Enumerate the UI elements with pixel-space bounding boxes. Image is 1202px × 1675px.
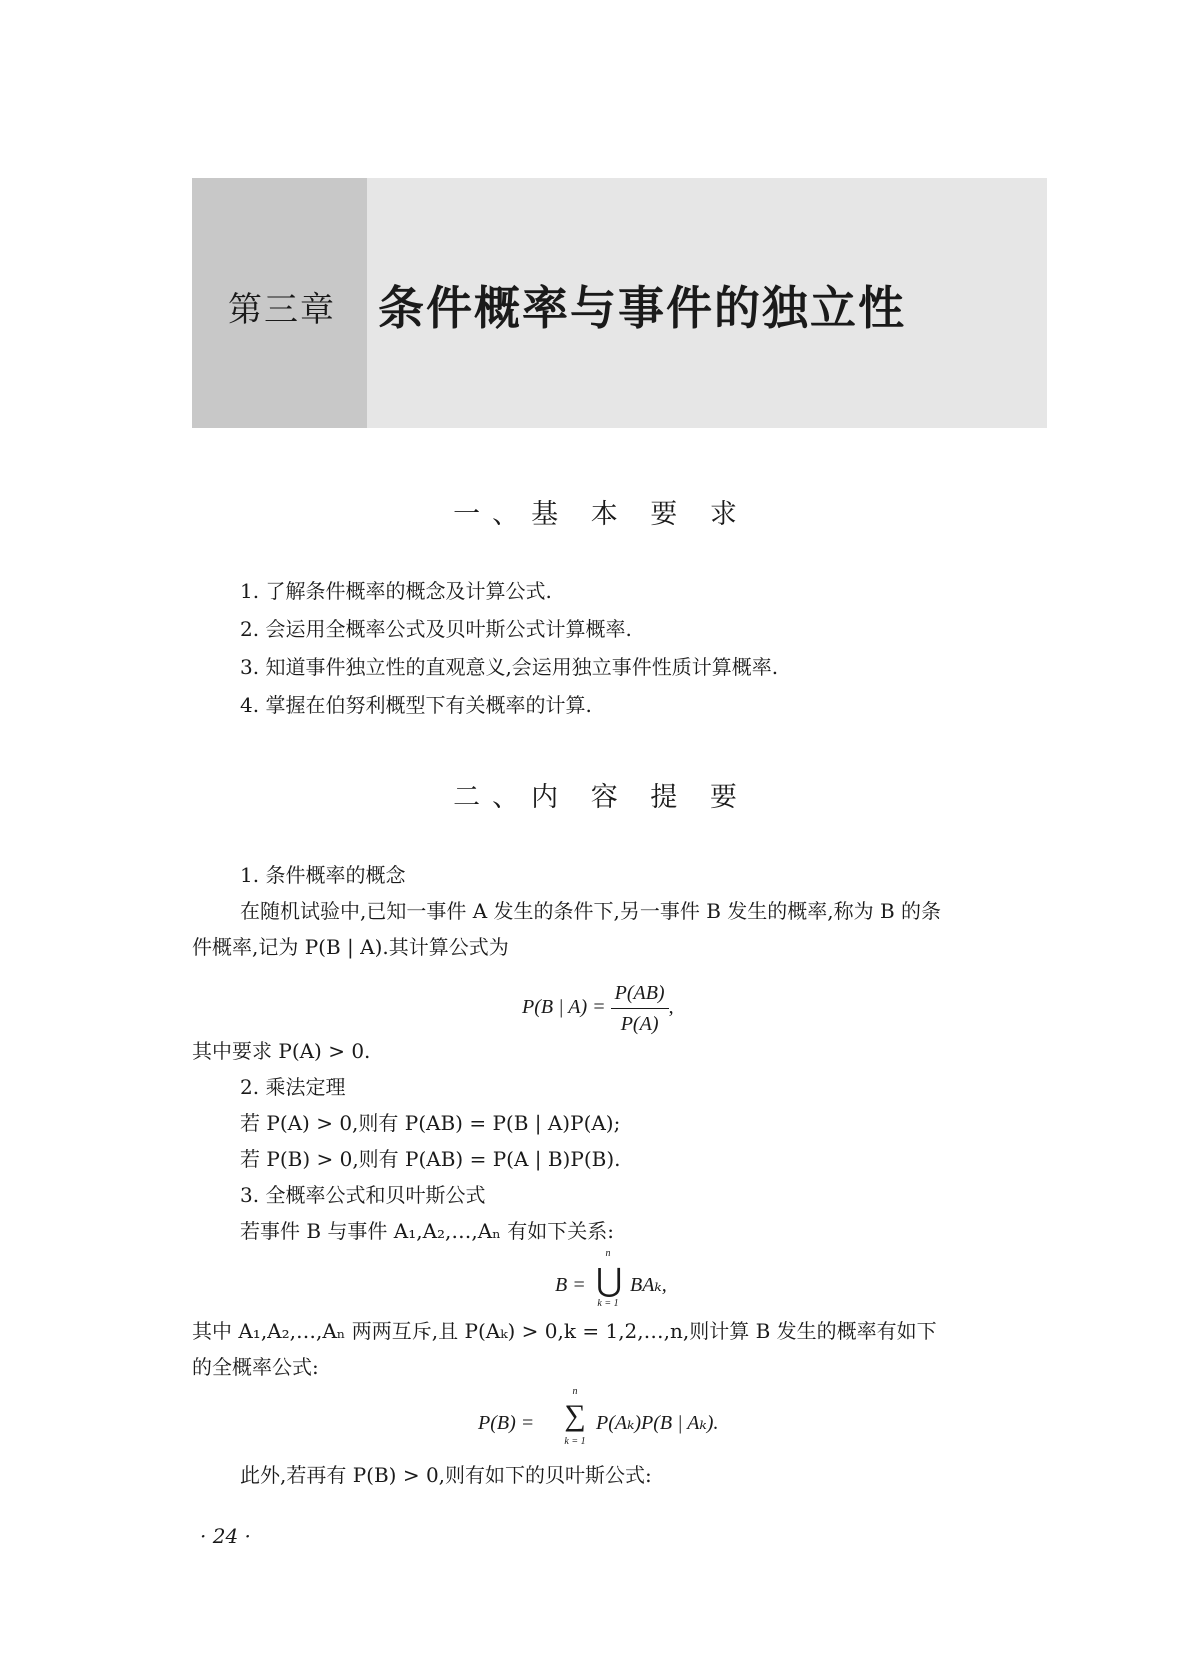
paragraph: 若 P(B) > 0,则有 P(AB) = P(A | B)P(B).	[240, 1147, 621, 1171]
section-heading-content-summary: 二、内 容 提 要	[453, 782, 749, 813]
formula-lhs: P(B) =	[478, 1412, 535, 1434]
subsection-title: 1. 条件概率的概念	[240, 863, 406, 887]
formula-numerator: P(AB)	[611, 980, 669, 1009]
paragraph: 若事件 B 与事件 A₁,A₂,…,Aₙ 有如下关系:	[240, 1219, 614, 1243]
paragraph: 件概率,记为 P(B | A).其计算公式为	[192, 935, 509, 959]
paragraph: 其中要求 P(A) > 0.	[192, 1039, 371, 1063]
sum-lower-limit: k = 1	[564, 1436, 586, 1447]
union-upper-limit: n	[605, 1248, 611, 1259]
chapter-title: 条件概率与事件的独立性	[378, 281, 906, 335]
requirement-item: 4. 掌握在伯努利概型下有关概率的计算.	[240, 693, 592, 717]
formula-conditional-probability	[522, 980, 674, 1037]
formula-denominator: P(A)	[620, 1013, 659, 1035]
chapter-number: 第三章	[228, 290, 336, 330]
sum-operator: ∑	[564, 1399, 586, 1432]
union-lower-limit: k = 1	[597, 1298, 619, 1309]
formula-rhs: BAₖ,	[630, 1274, 667, 1296]
formula-lhs: P(B | A) =	[522, 996, 606, 1019]
formula-tail: ,	[668, 996, 674, 1019]
paragraph: 在随机试验中,已知一事件 A 发生的条件下,另一事件 B 发生的概率,称为 B 的条	[240, 899, 942, 923]
formula-fraction	[611, 980, 669, 1037]
sum-upper-limit: n	[572, 1386, 578, 1397]
formula-rhs: P(Aₖ)P(B | Aₖ).	[596, 1412, 719, 1434]
paragraph: 若 P(A) > 0,则有 P(AB) = P(B | A)P(A);	[240, 1111, 621, 1135]
union-operator: ⋃	[596, 1262, 623, 1298]
requirement-item: 3. 知道事件独立性的直观意义,会运用独立事件性质计算概率.	[240, 655, 779, 679]
formula-lhs: B =	[555, 1274, 586, 1296]
paragraph: 此外,若再有 P(B) > 0,则有如下的贝叶斯公式:	[240, 1463, 652, 1487]
paragraph: 的全概率公式:	[192, 1355, 319, 1379]
section-heading-basic-requirements: 一、基 本 要 求	[453, 499, 749, 530]
subsection-title: 2. 乘法定理	[240, 1075, 346, 1099]
page-number: · 24 ·	[200, 1524, 251, 1548]
paragraph: 其中 A₁,A₂,…,Aₙ 两两互斥,且 P(Aₖ) > 0,k = 1,2,…,n,则计算 B 发生的概率有如下	[192, 1319, 937, 1343]
requirement-item: 1. 了解条件概率的概念及计算公式.	[240, 579, 552, 603]
subsection-title: 3. 全概率公式和贝叶斯公式	[240, 1183, 486, 1207]
requirement-item: 2. 会运用全概率公式及贝叶斯公式计算概率.	[240, 617, 632, 641]
